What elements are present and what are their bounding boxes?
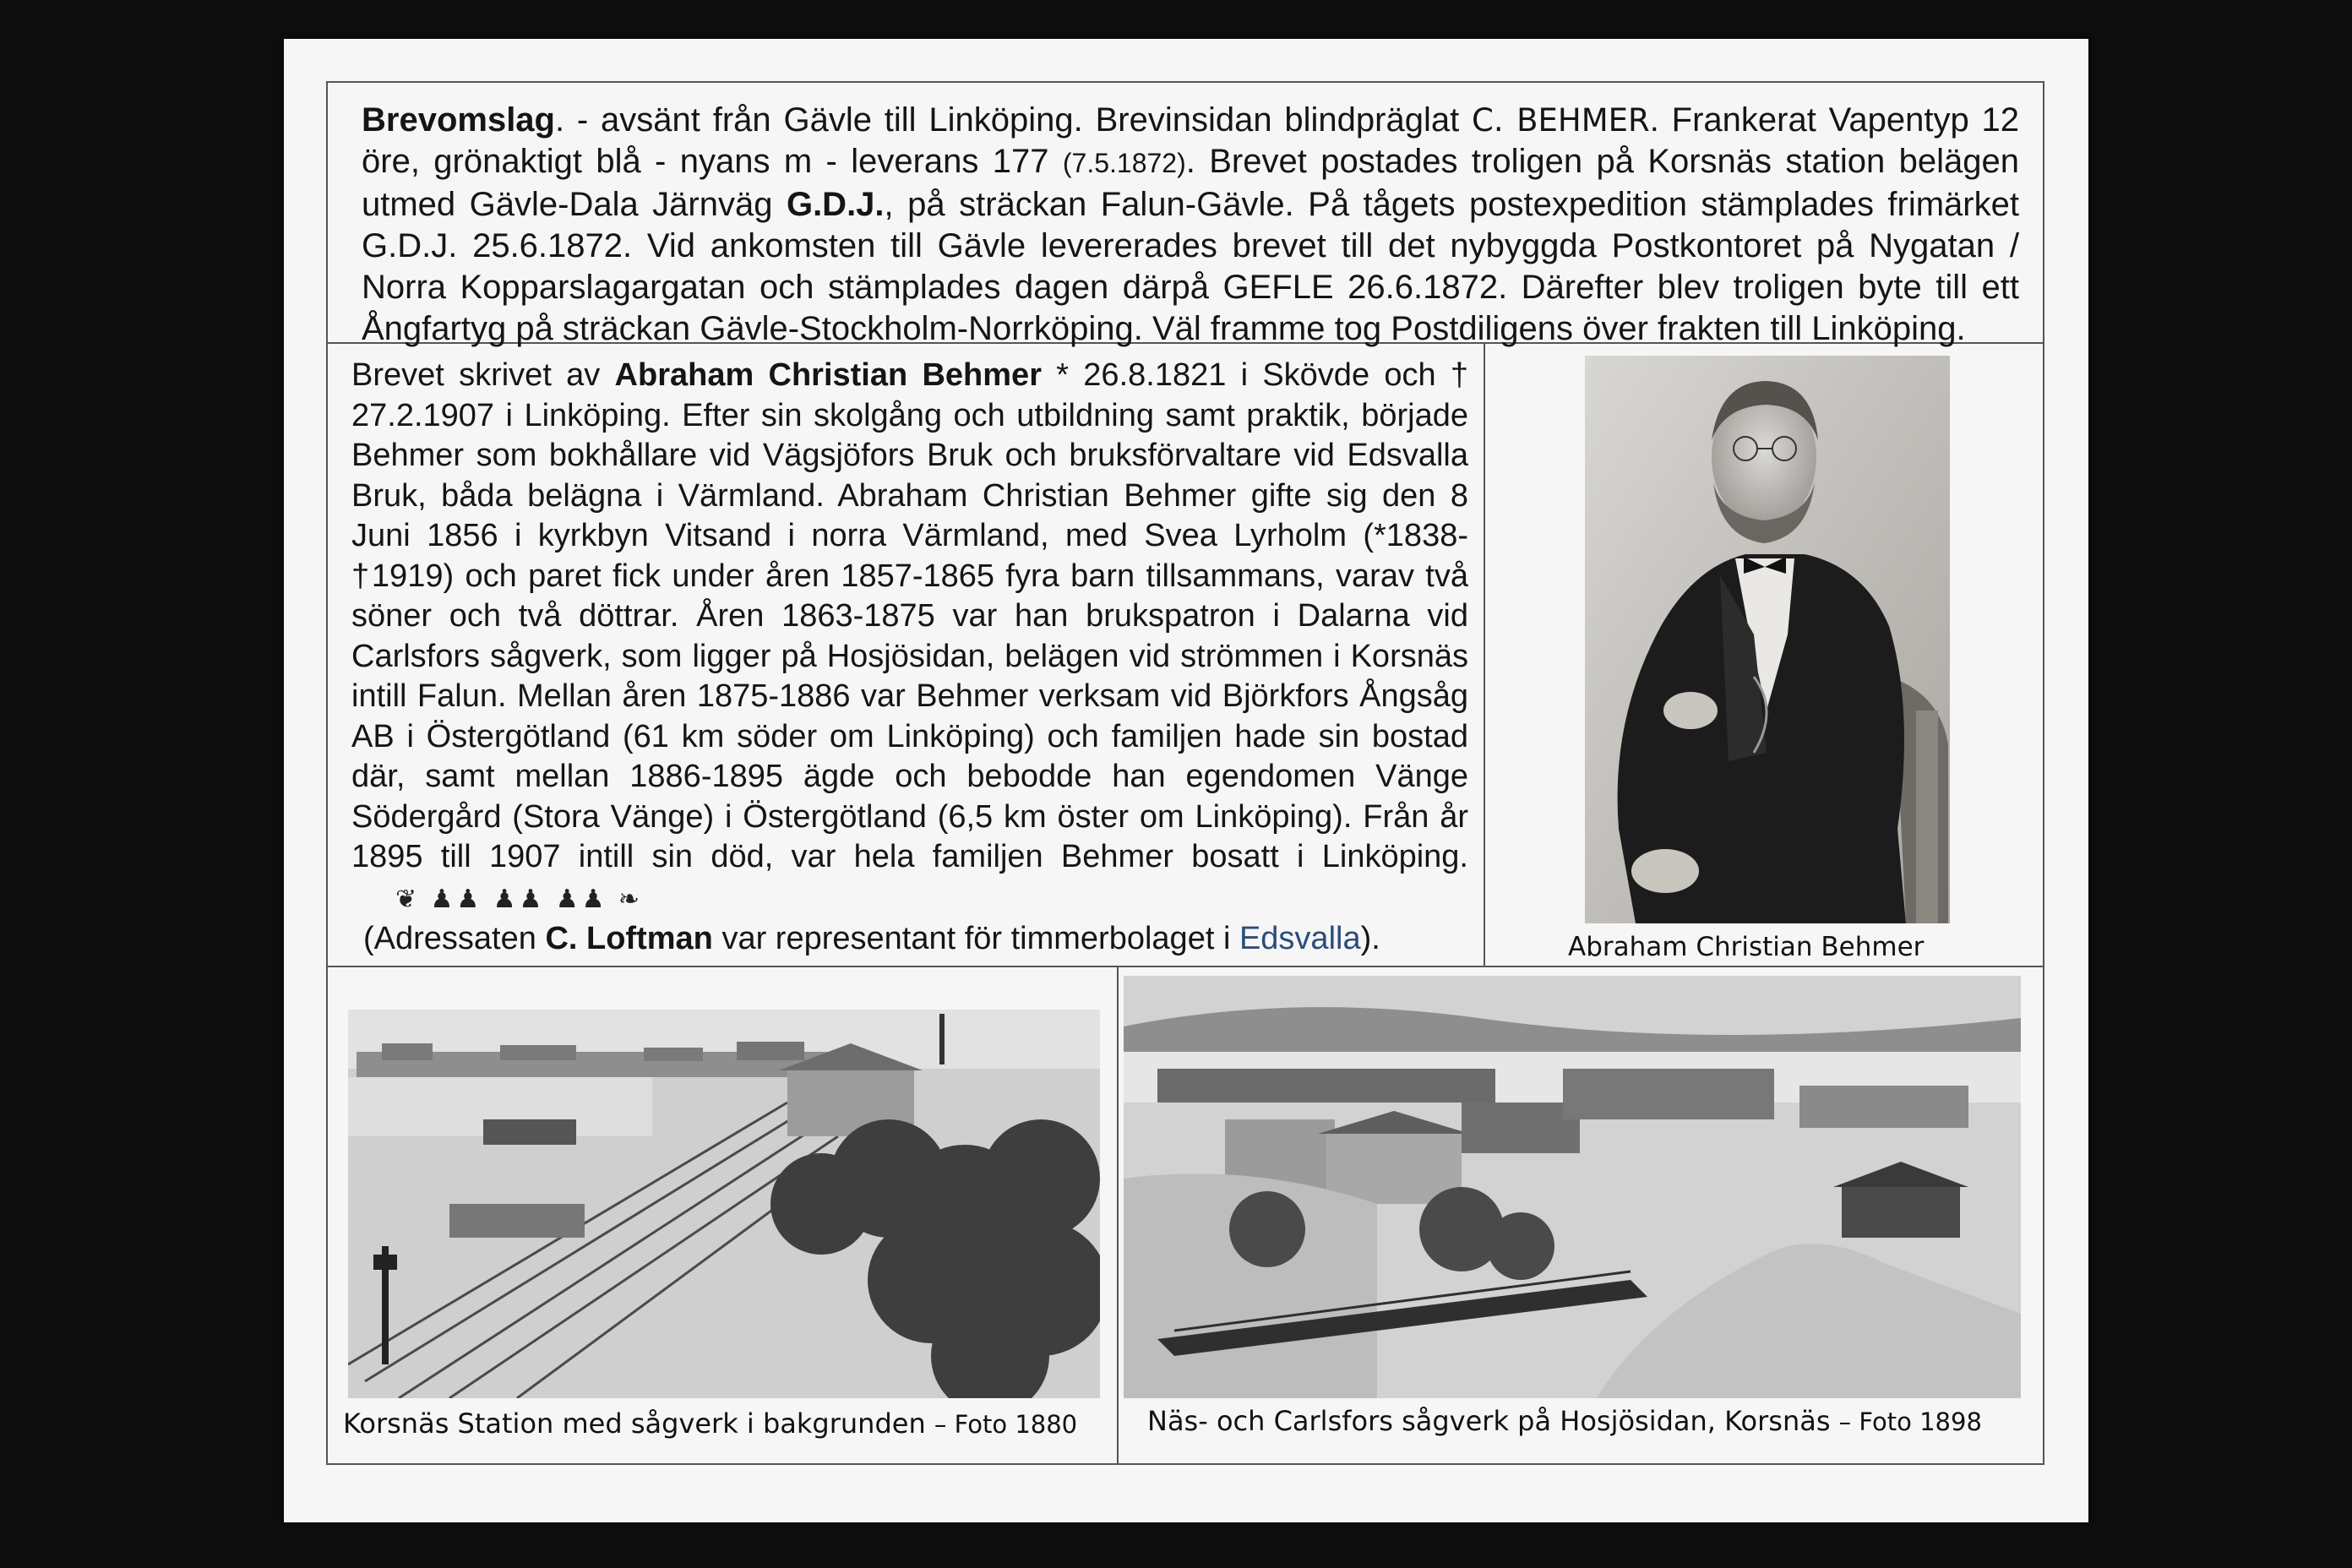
- addressee-place: Edsvalla: [1239, 921, 1361, 956]
- envelope-text-c: . Brevet postades troligen på Korsnäs station belägen utmed Gävle-Dala Järnväg: [362, 143, 2019, 223]
- portrait-photo: [1585, 356, 1950, 923]
- family-ornaments-icon: ❦ ♟♟ ♟♟ ♟♟ ❧: [395, 885, 643, 913]
- content-frame: [326, 81, 2044, 1465]
- sawmill-caption: [1147, 1405, 1982, 1437]
- station-photo: [348, 1010, 1100, 1398]
- sawmill-caption-text: Näs- och Carlsfors sågverk på Hosjösidan, Korsnäs: [1147, 1405, 1831, 1437]
- bio-intro: Brevet skrivet av: [351, 357, 615, 393]
- railway-abbreviation: G.D.J.: [786, 186, 885, 223]
- portrait-caption: Abraham Christian Behmer: [1568, 932, 1925, 962]
- addressee-note: [351, 919, 1468, 960]
- station-photo-panel: [328, 967, 1119, 1463]
- blind-stamp-name: C. BEHMER: [1472, 102, 1650, 139]
- addressee-name: C. Loftman: [545, 921, 713, 956]
- envelope-description: [328, 83, 2043, 347]
- addressee-text-c: ).: [1360, 921, 1380, 956]
- sawmill-image: [1124, 976, 2021, 1398]
- station-caption: [343, 1407, 1077, 1440]
- station-photo-year: – Foto 1880: [934, 1410, 1078, 1439]
- envelope-title: Brevomslag: [362, 101, 555, 139]
- addressee-text-a: (Adressaten: [363, 921, 546, 956]
- bio-body: * 26.8.1821 i Skövde och † 27.2.1907 i Linköping. Efter sin skolgång och utbildning samt praktik, började Behmer som bokhållare vid Vägsjöfors Bruk och bruksförvaltare vid Edsvalla Bruk, båda belägna i Värmland. Abraham Christian Behmer gifte sig den 8 Juni 1856 i kyrkbyn Vitsand i norra Värmland, med Svea Lyrholm (*1838-†1919) och paret fick under åren 1857-1865 fyra barn tillsammans, varav två söner och två döttrar. Åren 1863-1875 var han brukspatron i Dalarna vid Carlsfors sågverk, som ligger på Hosjösidan, belägen vid strömmen i Korsnäs intill Falun. Mellan åren 1875-1886 var Behmer verksam vid Björkfors Ångsåg AB i Östergötland (61 km söder om Linköping) och familjen hade sin bostad där, samt mellan 1886-1895 ägde och bebodde han egendomen Vänge Södergård (Stora Vänge) i Östergötland (6,5 km öster om Linköping). Från år 1895 till 1907 intill sin död, var hela familjen Behmer bosatt i Linköping.: [351, 357, 1469, 874]
- sawmill-photo-year: – Foto 1898: [1838, 1407, 1982, 1436]
- portrait-image: [1585, 356, 1950, 923]
- portrait-panel: [1485, 344, 2043, 967]
- biography: [328, 344, 1485, 967]
- envelope-text-b: . Frankerat Vapentyp 12 öre, grönaktigt blå - nyans m - leverans 177: [362, 101, 2020, 180]
- info-card: [284, 39, 2088, 1522]
- envelope-text-d: , på sträckan Falun-Gävle. På tågets postexpedition stämplades frimärket G.D.J. 25.6.1872. Vid ankomsten till Gävle levererades brevet till det nybyggda Postkontoret på Nygatan / Norra Kopparslagargatan och stämplades dagen därpå GEFLE 26.6.1872. Därefter blev troligen byte till ett Ångfartyg på sträckan Gävle-Stockholm-Norrköping. Väl framme tog Postdiligens över frakten till Linköping.: [362, 186, 2019, 347]
- station-caption-text: Korsnäs Station med sågverk i bakgrunden: [343, 1407, 926, 1440]
- addressee-text-b: var representant för timmerbolaget i: [712, 921, 1239, 956]
- envelope-text-a: . - avsänt från Gävle till Linköping. Brevinsidan blindpräglat: [554, 101, 1473, 139]
- sawmill-photo-panel: [1119, 967, 2043, 1463]
- bio-name: Abraham Christian Behmer: [614, 357, 1042, 393]
- delivery-date: (7.5.1872): [1062, 148, 1186, 178]
- sawmill-photo: [1124, 976, 2021, 1398]
- station-image: [348, 1010, 1100, 1398]
